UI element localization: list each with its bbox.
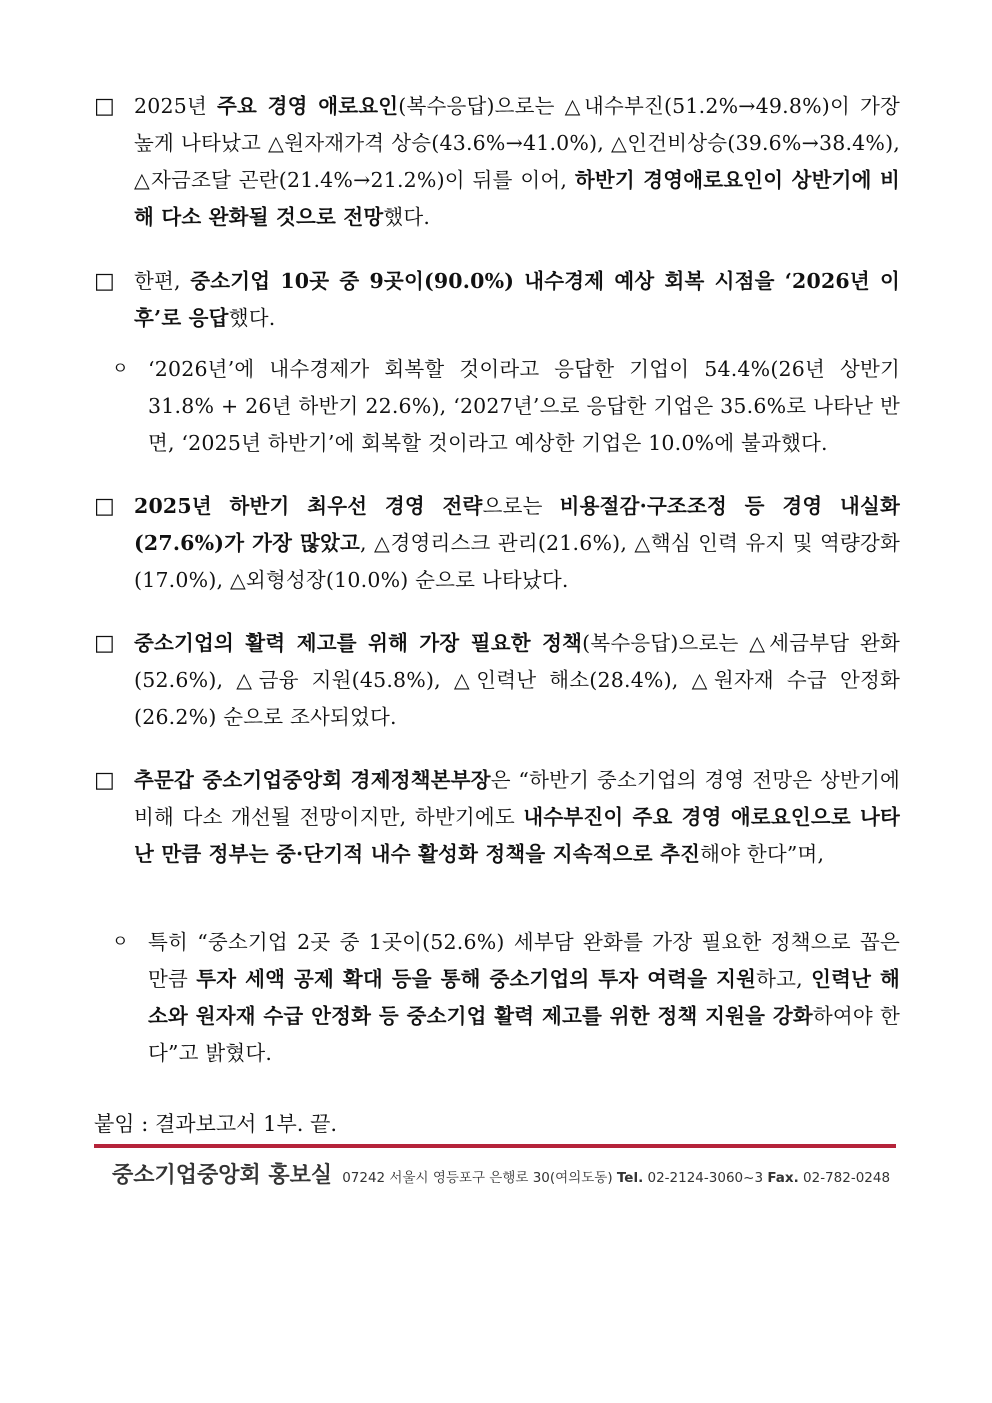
text-run: (복수응답)으로는 △세금부담 완화(52.6%), △금융 지원(45.8%), △인력난 해소(28.4%), △원자재 수급 안정화(26.2%) 순으로 조사되었다. (134, 631, 900, 729)
paragraph-main-obstacles (94, 88, 900, 236)
text-run: 했다. (383, 205, 431, 229)
square-bullet-icon: □ (94, 269, 115, 294)
footer-address: 07242 서울시 영등포구 은행로 30(여의도동) (342, 1170, 617, 1186)
footer-contact (342, 1170, 890, 1186)
bold-text-run: 중소기업의 활력 제고를 위해 가장 필요한 정책 (134, 631, 583, 655)
paragraph-text (134, 263, 900, 337)
paragraph-needed-policy (94, 625, 900, 736)
text-run: 특히 “중소기업 2곳 중 1곳이(52.6%) 세부담 완화를 가장 필요한 정책으로 꼽은 만큼 (148, 930, 900, 991)
footer-fax: 02-782-0248 (798, 1170, 891, 1186)
paragraph-recovery-timing (94, 263, 900, 337)
paragraph-text (134, 88, 900, 236)
footer-organization: 중소기업중앙회 홍보실 (112, 1163, 333, 1188)
text-run: 하여야 한다”고 밝혔다. (148, 1004, 900, 1065)
circle-bullet-icon: ㅇ (112, 359, 129, 379)
bold-text-run: 주요 경영 애로요인 (216, 94, 399, 118)
bold-text-run: 추문갑 중소기업중앙회 경제정책본부장 (134, 768, 491, 792)
footer-fax-label: Fax. (767, 1170, 799, 1186)
text-run: 해야 한다”며, (700, 842, 825, 866)
paragraph-text (134, 488, 900, 599)
bold-text-run: 중소기업 10곳 중 9곳이(90.0%) 내수경제 예상 회복 시점을 ‘2026년 이후’로 응답 (134, 269, 900, 330)
text-run: 하고, (756, 967, 812, 991)
text-run: 으로는 (482, 494, 560, 518)
bold-text-run: 비용절감·구조조정 등 경영 내실화(27.6%)가 가장 많았고 (134, 494, 900, 555)
footer-divider (94, 1144, 896, 1148)
footer-tel: 02-2124-3060~3 (643, 1170, 768, 1186)
text-run: (복수응답)으로는 △내수부진(51.2%→49.8%)이 가장 높게 나타났고 △원자재가격 상승(43.6%→41.0%), △인건비상승(39.6%→38.4%), △자금조달 곤란(21.4%→21.2%)이 뒤를 이어, (134, 94, 900, 192)
footer-tel-label: Tel. (616, 1170, 644, 1186)
square-bullet-icon: □ (94, 94, 115, 119)
text-run: , △경영리스크 관리(21.6%), △핵심 인력 유지 및 역량강화(17.0%), △외형성장(10.0%) 순으로 나타났다. (134, 531, 900, 592)
paragraph-business-strategy (94, 488, 900, 599)
bold-text-run: 하반기 경영애로요인이 상반기에 비해 다소 완화될 것으로 전망 (134, 168, 900, 229)
paragraph-text (134, 762, 900, 873)
subparagraph-quote-detail (94, 924, 900, 1072)
square-bullet-icon: □ (94, 768, 115, 793)
attachment-note: 붙임 : 결과보고서 1부. 끝. (94, 1112, 338, 1136)
bold-text-run: 내수부진이 주요 경영 애로요인으로 나타난 만큼 정부는 중·단기적 내수 활성화 정책을 지속적으로 추진 (134, 805, 900, 866)
text-run: 한편, (134, 269, 191, 293)
square-bullet-icon: □ (94, 494, 115, 519)
paragraph-text (134, 625, 900, 736)
paragraph-official-quote (94, 762, 900, 873)
text-run: 은 “하반기 중소기업의 경영 전망은 상반기에 비해 다소 개선될 전망이지만, 하반기에도 (134, 768, 900, 829)
footer (112, 1158, 890, 1194)
subparagraph-recovery-detail (94, 351, 900, 462)
square-bullet-icon: □ (94, 631, 115, 656)
text-run: 했다. (228, 306, 276, 330)
paragraph-text (148, 351, 900, 462)
text-run: 2025년 (134, 94, 217, 118)
text-run: ‘2026년’에 내수경제가 회복할 것이라고 응답한 기업이 54.4%(26년 상반기 31.8% + 26년 하반기 22.6%), ‘2027년’으로 응답한 기업은 35.6%로 나타난 반면, ‘2025년 하반기’에 회복할 것이라고 예상한 기업은 10.0%에 불과했다. (148, 357, 900, 455)
bold-text-run: 인력난 해소와 원자재 수급 안정화 등 중소기업 활력 제고를 위한 정책 지원을 강화 (148, 967, 900, 1028)
paragraph-text (148, 924, 900, 1072)
bold-text-run: 2025년 하반기 최우선 경영 전략 (134, 494, 483, 518)
circle-bullet-icon: ㅇ (112, 932, 129, 952)
bold-text-run: 투자 세액 공제 확대 등을 통해 중소기업의 투자 여력을 지원 (196, 967, 757, 991)
